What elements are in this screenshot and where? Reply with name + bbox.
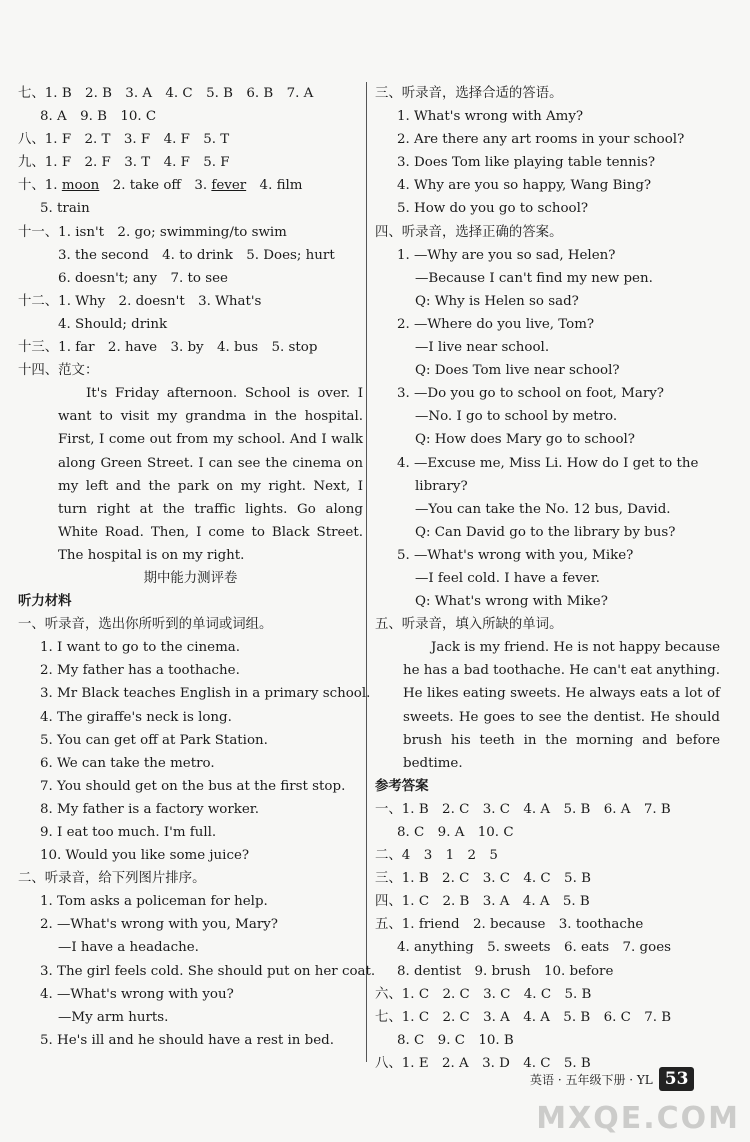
list-item-cont: —I feel cold. I have a fever. [415, 570, 600, 586]
answers-title: 参考答案 [375, 777, 429, 794]
answer-line-6: 六、1. C 2. C 3. C 4. C 5. B [375, 986, 592, 1002]
answer-line-4: 四、1. C 2. B 3. A 4. A 5. B [375, 894, 590, 910]
answer-line-1: 一、1. B 2. C 3. C 4. A 5. B 6. A 7. B [375, 801, 671, 817]
list-item-cont: —No. I go to school by metro. [415, 409, 618, 425]
section-1-title: 一、听录音，选出你所听到的单词或词组。 [18, 617, 273, 633]
list-item: 2. —Where do you live, Tom? [397, 316, 595, 332]
answer-line-8: 八、1. E 2. A 3. D 4. C 5. B [375, 1055, 591, 1071]
list-item-cont: Q: What's wrong with Mike? [415, 594, 608, 610]
answer-line-5-cont: 4. anything 5. sweets 6. eats 7. goes [397, 940, 671, 956]
list-item-cont: Q: Does Tom live near school? [415, 363, 620, 379]
text: 2. take off 3. [99, 178, 212, 194]
list-item: 7. You should get on the bus at the first stop. [40, 778, 346, 794]
list-item: 1. Tom asks a policeman for help. [40, 894, 268, 910]
list-item-cont: Q: Why is Helen so sad? [415, 293, 579, 309]
list-item-cont: —My arm hurts. [58, 1009, 169, 1025]
list-item: 2. Are there any art rooms in your school? [397, 132, 685, 148]
list-item-cont: library? [415, 478, 468, 494]
list-item: 4. —What's wrong with you? [40, 986, 234, 1002]
list-item: 5. You can get off at Park Station. [40, 732, 268, 748]
list-item-cont: Q: Can David go to the library by bus? [415, 524, 676, 540]
answer-line-7-cont: 8. A 9. B 10. C [40, 109, 157, 125]
list-item: 3. The girl feels cold. She should put on her coat. [40, 963, 376, 979]
list-item-cont: —I live near school. [415, 340, 550, 356]
list-item: 2. My father has a toothache. [40, 663, 240, 679]
answer-line-14: 十四、范文： [18, 363, 99, 379]
answer-line-3: 三、1. B 2. C 3. C 4. C 5. B [375, 871, 591, 887]
list-item: 6. We can take the metro. [40, 755, 215, 771]
list-item: 4. —Excuse me, Miss Li. How do I get to the [397, 455, 699, 471]
list-item: 9. I eat too much. I'm full. [40, 825, 217, 840]
list-item: 1. I want to go to the cinema. [40, 640, 241, 656]
list-item: 1. What's wrong with Amy? [397, 109, 584, 125]
answer-line-11-cont: 6. doesn't; any 7. to see [58, 270, 228, 286]
list-item: 1. —Why are you so sad, Helen? [397, 247, 616, 263]
answer-line-11-cont: 3. the second 4. to drink 5. Does; hurt [58, 247, 335, 263]
list-item: 5. He's ill and he should have a rest in bed. [40, 1032, 334, 1048]
listening-title: 听力材料 [18, 593, 72, 610]
list-item: 5. How do you go to school? [397, 201, 589, 217]
midterm-title: 期中能力测评卷 [143, 570, 238, 586]
text: 4. film [246, 178, 303, 194]
list-item: 10. Would you like some juice? [40, 848, 250, 864]
listening-passage: Jack is my friend. He is not happy because he has a bad toothache. He can't eat anything. He likes eating sweets. He always eats a lot of sweets. He goes to see the dentist. He should brush his teeth in the morning and before bedtime. [403, 640, 720, 771]
watermark: MXQE.COM [536, 1101, 740, 1136]
answer-line-10 [18, 174, 363, 197]
list-item-cont: —I have a headache. [58, 940, 199, 956]
answer-line-12-cont: 4. Should; drink [58, 316, 168, 332]
answer-line-8: 八、1. F 2. T 3. F 4. F 5. T [18, 132, 230, 148]
page-number: 53 [659, 1067, 695, 1091]
answer-line-5-cont: 8. dentist 9. brush 10. before [397, 963, 614, 979]
list-item-cont: Q: How does Mary go to school? [415, 432, 635, 448]
answer-line-5: 五、1. friend 2. because 3. toothache [375, 917, 644, 933]
subject-label: 英语 · 五年级下册 · YL [530, 1072, 653, 1087]
answer-line-2: 二、4 3 1 2 5 [375, 848, 498, 864]
answer-line-9: 九、1. F 2. F 3. T 4. F 5. F [18, 155, 230, 171]
answer-line-13: 十三、1. far 2. have 3. by 4. bus 5. stop [18, 340, 318, 356]
section-2-title: 二、听录音，给下列图片排序。 [18, 871, 206, 887]
column-divider [366, 82, 367, 1062]
list-item: 4. The giraffe's neck is long. [40, 709, 232, 725]
section-5-title: 五、听录音，填入所缺的单词。 [375, 617, 563, 633]
underlined-word: fever [211, 178, 247, 194]
section-3-title: 三、听录音，选择合适的答语。 [375, 86, 563, 101]
list-item-cont: —You can take the No. 12 bus, David. [415, 501, 671, 517]
page-footer [530, 1067, 694, 1091]
left-column [18, 82, 376, 1052]
section-4-title: 四、听录音，选择正确的答案。 [375, 224, 563, 240]
list-item: 3. Mr Black teaches English in a primary school. [40, 686, 371, 702]
answer-line-7: 七、1. C 2. C 3. A 4. A 5. B 6. C 7. B [375, 1009, 672, 1025]
text: 十、1. [18, 178, 62, 194]
underlined-word: moon [61, 178, 100, 194]
answer-line-11: 十一、1. isn't 2. go; swimming/to swim [18, 224, 287, 240]
answer-line-1-cont: 8. C 9. A 10. C [397, 825, 514, 840]
list-item-cont: —Because I can't find my new pen. [415, 270, 653, 286]
list-item: 3. —Do you go to school on foot, Mary? [397, 386, 664, 402]
model-essay: It's Friday afternoon. School is over. I want to visit my grandma in the hospital. First, I come out from my school. And I walk along Green Street. I can see the cinema on my left and the park on my right. Next, I turn right at the traffic lights. Go along White Road. Then, I come to Black Street. The hospital is on my right. [58, 386, 363, 563]
list-item: 5. —What's wrong with you, Mike? [397, 547, 634, 563]
list-item: 3. Does Tom like playing table tennis? [397, 155, 656, 171]
answer-line-7-cont: 8. C 9. C 10. B [397, 1032, 514, 1048]
answer-line-10-cont: 5. train [40, 201, 90, 217]
right-column [375, 82, 720, 1075]
list-item: 8. My father is a factory worker. [40, 801, 259, 817]
answer-line-12: 十二、1. Why 2. doesn't 3. What's [18, 293, 262, 309]
list-item: 4. Why are you so happy, Wang Bing? [397, 178, 652, 194]
list-item: 2. —What's wrong with you, Mary? [40, 917, 278, 933]
answer-line-7: 七、1. B 2. B 3. A 4. C 5. B 6. B 7. A [18, 86, 314, 101]
